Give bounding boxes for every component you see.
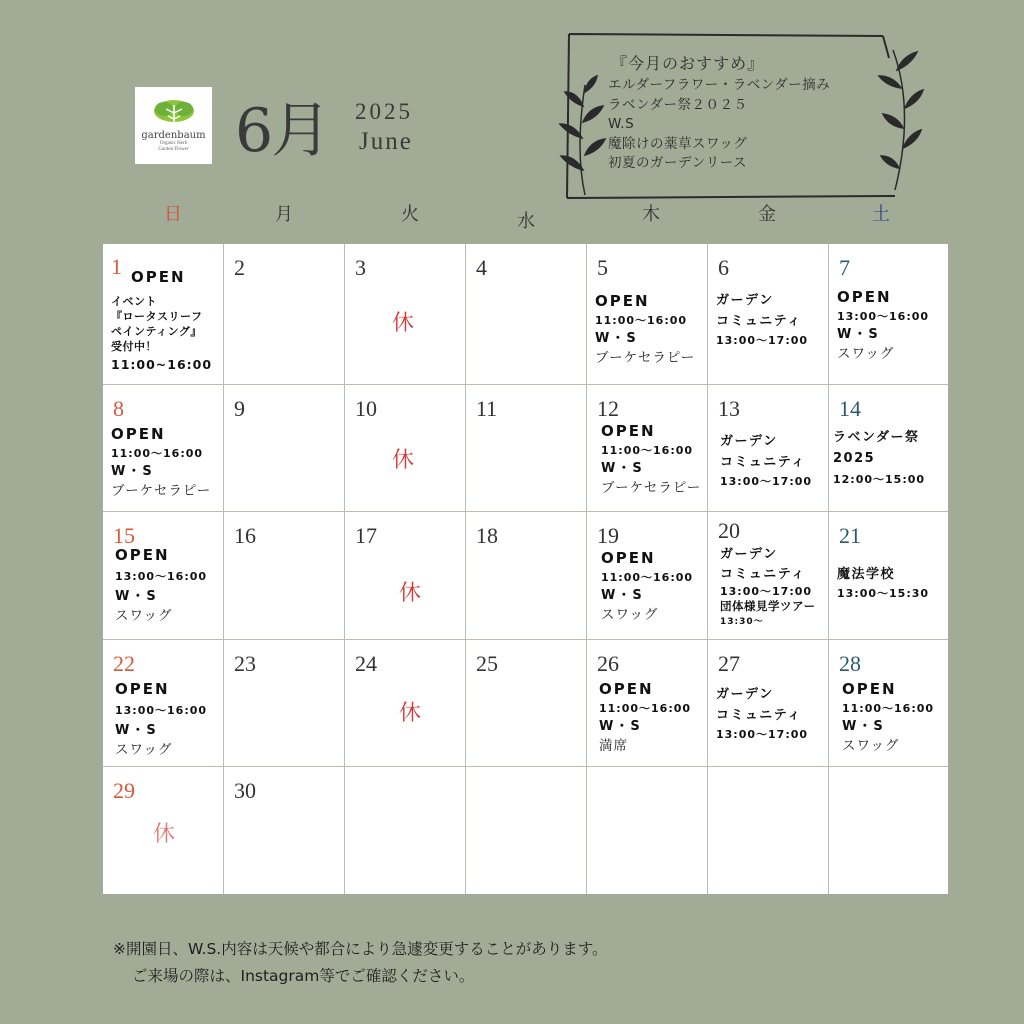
day-cell-10 (345, 385, 466, 512)
day-cell-17 (345, 512, 466, 640)
recommend-item: W.S (608, 116, 635, 132)
day-cell-12 (587, 385, 708, 512)
recommend-item: 初夏のガーデンリース (608, 155, 748, 171)
time-label: 12:00〜15:00 (833, 473, 926, 486)
day-number: 18 (476, 523, 498, 548)
day-number: 6 (718, 255, 729, 280)
logo-sub1: Organic Herb (159, 140, 188, 146)
time-label: 11:00〜16:00 (595, 314, 688, 327)
closed-mark: 休 (392, 448, 415, 473)
recommend-box (608, 52, 898, 174)
closed-mark: 休 (399, 581, 422, 606)
open-label: OPEN (601, 422, 656, 440)
day-number: 2 (234, 255, 245, 280)
recommend-title: 『今月のおすすめ』 (611, 54, 765, 73)
day-number: 14 (839, 396, 861, 421)
day-number: 11 (476, 396, 498, 421)
day-number: 26 (597, 651, 619, 676)
day-number: 16 (234, 523, 256, 548)
time-label: 11:00~16:00 (111, 357, 213, 372)
time-label: 13:00〜16:00 (115, 570, 208, 583)
logo-name: gardenbaum (141, 129, 206, 141)
day-cell-22 (103, 640, 224, 767)
tour-label: 団体様見学ツアー (720, 599, 816, 613)
day-cell-7 (829, 244, 948, 385)
event-title: 2025 (833, 451, 876, 466)
empty-cell (708, 767, 829, 894)
empty-cell (466, 767, 587, 894)
day-number: 10 (355, 396, 377, 421)
event-title: コミュニティ (716, 708, 802, 723)
ws-label: W・S (115, 723, 158, 738)
detail-label: スワッグ (115, 608, 173, 624)
closed-mark: 休 (153, 822, 176, 847)
day-cell-24 (345, 640, 466, 767)
day-cell-4 (466, 244, 587, 385)
detail-label: ブーケセラピー (595, 350, 696, 366)
ws-label: W・S (842, 719, 885, 734)
detail-label: ブーケセラピー (601, 480, 702, 496)
day-cell-29 (103, 767, 224, 894)
day-number: 23 (234, 651, 256, 676)
month-english: June (359, 128, 413, 155)
open-label: OPEN (115, 546, 170, 564)
day-cell-1 (103, 244, 224, 385)
note-line: ご来場の際は、Instagram等でご確認ください。 (132, 967, 475, 985)
day-number: 30 (234, 778, 256, 803)
open-label: OPEN (111, 425, 166, 443)
day-number: 9 (234, 396, 245, 421)
event-title: ラベンダー祭 (833, 430, 920, 445)
open-label: OPEN (599, 680, 654, 698)
ws-label: W・S (601, 588, 644, 603)
detail-label: ブーケセラピー (111, 483, 212, 499)
open-label: OPEN (837, 288, 892, 306)
weekday-thu: 木 (642, 204, 660, 225)
day-number: 20 (718, 518, 740, 543)
empty-cell (345, 767, 466, 894)
day-cell-8 (103, 385, 224, 512)
day-cell-27 (708, 640, 829, 767)
weekday-tue: 火 (401, 204, 419, 225)
day-cell-25 (466, 640, 587, 767)
weekday-wed: 水 (517, 211, 535, 232)
day-number: 12 (597, 396, 619, 421)
day-cell-3 (345, 244, 466, 385)
recommend-item: 魔除けの薬草スワッグ (608, 135, 748, 152)
day-cell-15 (103, 512, 224, 640)
detail-label: 満席 (599, 738, 628, 754)
event-title: ガーデン (716, 293, 774, 308)
time-label: 13:00〜17:00 (720, 585, 813, 598)
footer-notes (113, 936, 608, 990)
day-number: 22 (113, 651, 135, 676)
day-cell-2 (224, 244, 345, 385)
recommend-item: ラベンダー祭２０２５ (608, 96, 748, 113)
closed-mark: 休 (392, 311, 415, 336)
event-title: ガーデン (716, 687, 774, 702)
gardenbaum-logo (135, 87, 212, 164)
day-number: 8 (113, 396, 124, 421)
event-line: 受付中！ (111, 340, 157, 353)
event-title: ガーデン (720, 434, 778, 449)
time-label: 11:00〜16:00 (601, 444, 694, 457)
day-number: 4 (476, 255, 487, 280)
time-label: 13:00〜16:00 (837, 310, 930, 323)
day-number: 7 (839, 255, 850, 280)
day-cell-14 (829, 385, 948, 512)
calendar-grid (103, 244, 948, 894)
time-label: 11:00〜16:00 (601, 571, 694, 584)
open-label: OPEN (115, 680, 170, 698)
day-number: 28 (839, 651, 861, 676)
weekday-sun: 日 (164, 204, 182, 225)
event-title: コミュニティ (720, 567, 806, 582)
day-cell-20 (708, 512, 829, 640)
year-label: 2025 (355, 99, 413, 124)
weekday-fri: 金 (758, 204, 776, 225)
time-label: 13:00〜16:00 (115, 704, 208, 717)
day-cell-28 (829, 640, 948, 767)
ws-label: W・S (837, 327, 880, 342)
day-number: 29 (113, 778, 135, 803)
herb-logo-icon (148, 99, 200, 129)
open-label: OPEN (601, 549, 656, 567)
tour-time-label: 13:30〜 (720, 617, 764, 627)
event-title: コミュニティ (716, 314, 802, 329)
empty-cell (587, 767, 708, 894)
event-title: ガーデン (720, 547, 778, 562)
day-number: 13 (718, 396, 740, 421)
detail-label: スワッグ (837, 346, 895, 362)
day-cell-21 (829, 512, 948, 640)
day-cell-30 (224, 767, 345, 894)
day-number: 19 (597, 523, 619, 548)
time-label: 11:00〜16:00 (599, 702, 692, 715)
day-cell-19 (587, 512, 708, 640)
day-cell-9 (224, 385, 345, 512)
month-title: 6月 (235, 96, 330, 166)
time-label: 13:00〜17:00 (716, 728, 809, 741)
open-label: OPEN (842, 680, 897, 698)
day-cell-26 (587, 640, 708, 767)
day-cell-11 (466, 385, 587, 512)
detail-label: スワッグ (601, 607, 659, 623)
note-line: ※開園日、W.S.内容は天候や都合により急遽変更することがあります。 (113, 940, 608, 958)
closed-mark: 休 (399, 701, 422, 726)
day-cell-23 (224, 640, 345, 767)
day-cell-18 (466, 512, 587, 640)
day-cell-16 (224, 512, 345, 640)
weekday-sat: 土 (872, 204, 890, 225)
day-number: 24 (355, 651, 377, 676)
logo-sub2: Garden Flower (158, 146, 189, 152)
weekday-mon: 月 (275, 204, 293, 225)
day-number: 21 (839, 523, 861, 548)
event-title: コミュニティ (720, 455, 806, 470)
open-label: OPEN (131, 268, 186, 286)
event-line: 『ロータスリーフ (111, 310, 203, 323)
day-number: 17 (355, 523, 377, 548)
event-line: ペインティング』 (111, 325, 202, 338)
event-line: イベント (111, 295, 157, 308)
open-label: OPEN (595, 292, 650, 310)
ws-label: W・S (601, 461, 644, 476)
time-label: 11:00〜16:00 (111, 447, 204, 460)
event-title: 魔法学校 (837, 567, 896, 582)
day-number: 27 (718, 651, 740, 676)
day-number: 25 (476, 651, 498, 676)
time-label: 13:00〜17:00 (720, 475, 813, 488)
time-label: 13:00〜17:00 (716, 334, 809, 347)
ws-label: W・S (599, 719, 642, 734)
day-number: 5 (597, 255, 608, 280)
recommend-item: エルダーフラワー・ラベンダー摘み (608, 77, 831, 93)
ws-label: W・S (115, 589, 158, 604)
time-label: 13:00〜15:30 (837, 587, 930, 600)
day-number: 3 (355, 255, 366, 280)
day-number: 15 (113, 523, 135, 548)
day-cell-5 (587, 244, 708, 385)
ws-label: W・S (595, 331, 638, 346)
day-number: 1 (111, 254, 122, 279)
day-cell-6 (708, 244, 829, 385)
day-cell-13 (708, 385, 829, 512)
ws-label: W・S (111, 464, 154, 479)
detail-label: スワッグ (115, 742, 173, 758)
detail-label: スワッグ (842, 738, 900, 754)
empty-cell (829, 767, 948, 894)
time-label: 11:00〜16:00 (842, 702, 935, 715)
